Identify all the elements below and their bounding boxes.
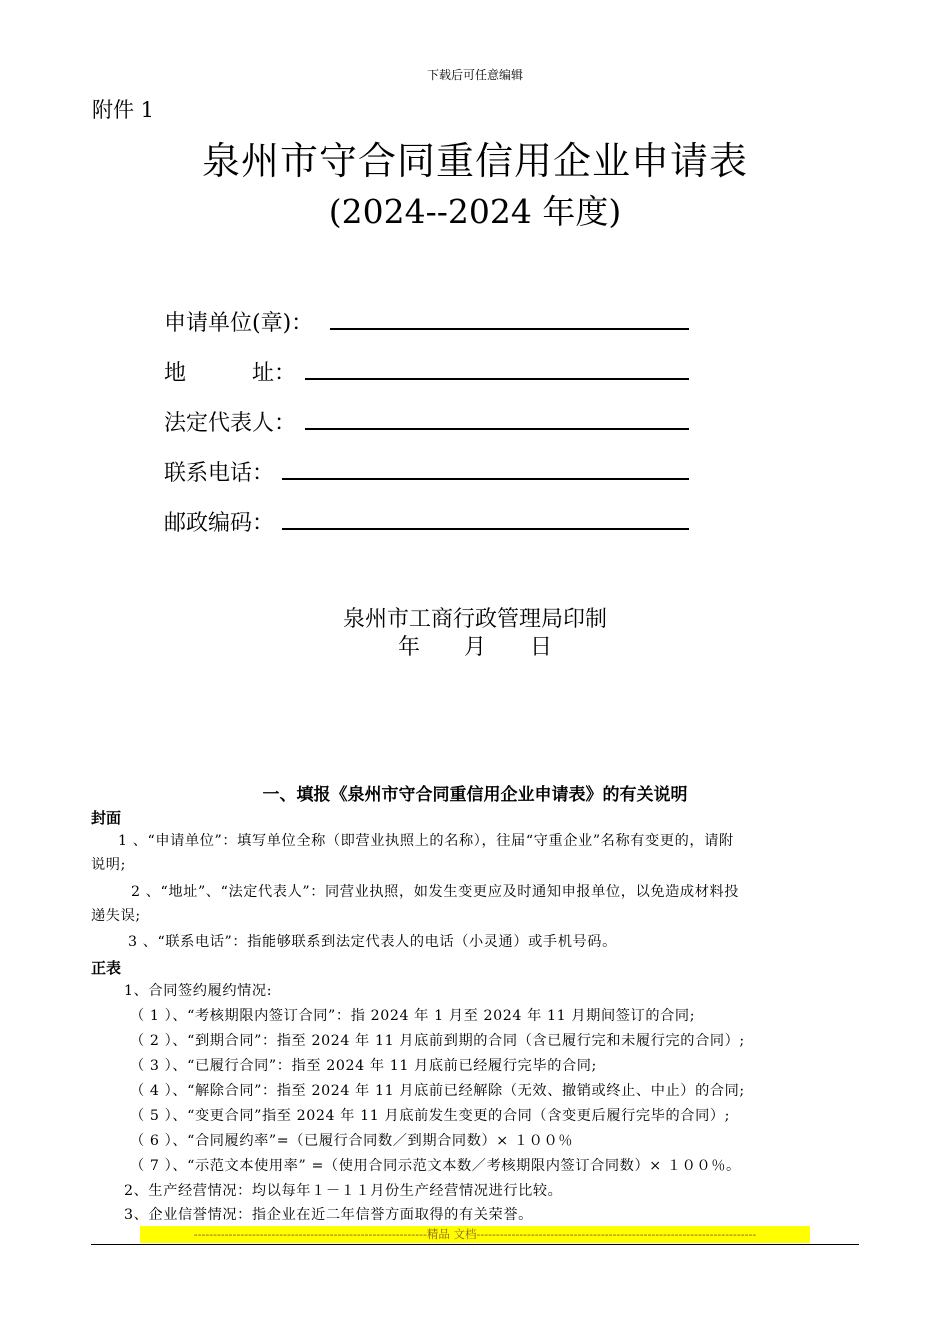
bottom-rule <box>91 1244 859 1245</box>
document-title: 泉州市守合同重信用企业申请表 <box>201 139 748 183</box>
main-item-1-2: （ 2 ）、“到期合同”：指至 2024 年 11 月底前到期的合同（含已履行完和未履行完的合同）; <box>130 1033 745 1049</box>
field-label-legal-rep: 法定代表人： <box>164 411 297 436</box>
field-line-phone[interactable] <box>282 478 689 480</box>
main-item-1-3: （ 3 ）、“已履行合同”：指至 2024 年 11 月底前已经履行完毕的合同; <box>130 1058 597 1074</box>
cover-item-1: 1 、“申请单位”：填写单位全称（即营业执照上的名称），往届“守重企业”名称有变更的，请附 <box>118 833 734 849</box>
field-label-address: 地 址： <box>164 361 297 386</box>
section-title: 一、填报《泉州市守合同重信用企业申请表》的有关说明 <box>262 785 688 805</box>
field-line-address[interactable] <box>305 378 689 380</box>
field-line-postcode[interactable] <box>282 528 689 530</box>
main-item-1-5: （ 5 ）、“变更合同”指至 2024 年 11 月底前发生变更的合同（含变更后履行完毕的合同）; <box>130 1108 731 1124</box>
main-item-1-1: （ 1 ）、“考核期限内签订合同”：指 2024 年 1 月至 2024 年 11 月期间签订的合同; <box>130 1008 696 1024</box>
main-item-3: 3、企业信誉情况：指企业在近二年信誉方面取得的有关荣誉。 <box>124 1207 533 1223</box>
main-heading: 正表 <box>91 959 122 977</box>
main-item-2: 2、生产经营情况：均以每年１－１１月份生产经营情况进行比较。 <box>124 1183 563 1199</box>
date-line: 年 月 日 <box>397 635 552 660</box>
issuer-text: 泉州市工商行政管理局印制 <box>342 607 607 632</box>
attachment-label: 附件 1 <box>92 98 155 122</box>
main-item-1-4: （ 4 ）、“解除合同”：指至 2024 年 11 月底前已经解除（无效、撤销或终止、中止）的合同; <box>130 1083 745 1099</box>
field-line-applicant[interactable] <box>330 328 689 330</box>
field-label-applicant: 申请单位(章)： <box>164 311 314 336</box>
main-item-1: 1、合同签约履约情况: <box>124 983 273 999</box>
main-item-1-6: （ 6 ）、“合同履约率”=（已履行合同数／到期合同数）× １００％ <box>130 1133 574 1149</box>
field-line-legal-rep[interactable] <box>305 428 689 430</box>
field-label-phone: 联系电话： <box>164 461 275 486</box>
cover-item-1-cont: 说明; <box>91 857 126 873</box>
header-note: 下载后可任意编辑 <box>426 68 523 82</box>
field-label-postcode: 邮政编码： <box>164 511 275 536</box>
document-subtitle: (2024--2024 年度) <box>328 192 622 231</box>
main-item-1-7: （ 7 ）、“示范文本使用率” =（使用合同示范文本数／考核期限内签订合同数）× １００％。 <box>130 1158 741 1174</box>
cover-item-2: 2 、“地址”、“法定代表人”：同营业执照，如发生变更应及时通知申报单位，以免造成材料投 <box>131 884 740 900</box>
cover-heading: 封面 <box>91 809 122 827</box>
cover-item-2-cont: 递失误; <box>91 908 141 924</box>
footer-banner: ------------------------------------------------------------精品 文档------------------------------------------------------------------------ <box>140 1226 810 1243</box>
cover-item-3: 3 、“联系电话”：指能够联系到法定代表人的电话（小灵通）或手机号码。 <box>128 934 617 950</box>
